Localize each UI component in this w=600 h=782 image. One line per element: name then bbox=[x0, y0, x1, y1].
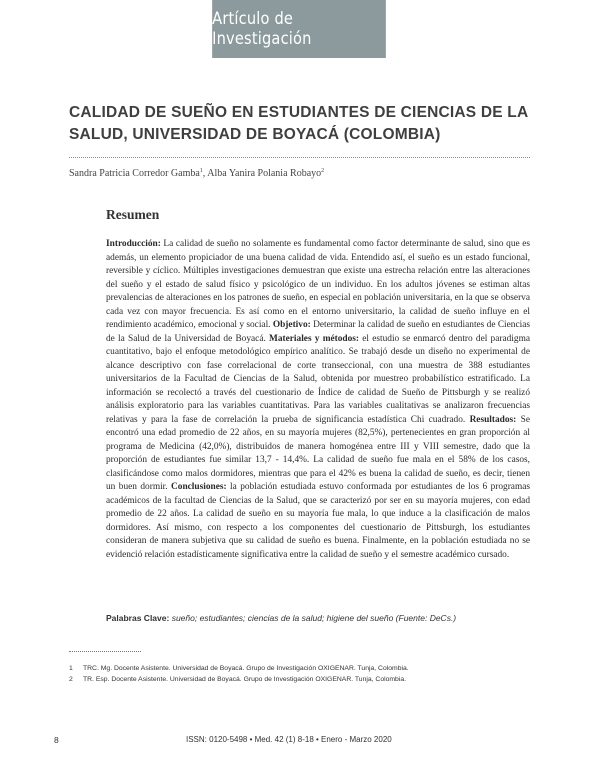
introduccion-label: Introducción: bbox=[106, 239, 161, 249]
keywords-text: sueño; estudiantes; ciencias de la salud; higiene del sueño (Fuente: DeCs.) bbox=[169, 613, 457, 623]
footnote-divider bbox=[69, 651, 141, 652]
footnote-text: TRC. Mg. Docente Asistente. Universidad de Boyacá. Grupo de Investigación OXIGENAR. Tunja, Colombia. bbox=[83, 665, 409, 672]
author-list bbox=[69, 168, 539, 179]
footnote-number: 2 bbox=[69, 676, 73, 683]
metodos-text: el estudio se enmarcó dentro del paradigma cuantitativo, bajo el enfoque metodológico empírico analítico. Se trabajó desde un diseño no experimental de alcance descriptivo con fase correlacional de corte transeccional, con una muestra de 388 estudiantes universitarios de la Facultad de Ciencias de la Salud, obtenida por muestreo probabilístico estratificado. La información se recolectó a través del cuestionario de Índice de calidad de Sueño de Pittsburgh y se realizó análisis exploratorio para las variables cuantitativas. Para las variables cualitativas se analizaron frecuencias relativas y para la fase de correlación la prueba de significancia estadística Chi cuadrado. bbox=[106, 333, 530, 425]
keywords-label: Palabras Clave: bbox=[106, 613, 170, 623]
keywords bbox=[106, 613, 536, 623]
resultados-text: Se encontró una edad promedio de 22 años, en su mayoría mujeres (82,5%), pertenecientes en gran proporción al programa de Medicina (42,0%), distribuidos de manera homogénea entre III y VIII semestre, dado que la proporción de estudiantes fue similar 13,7 - 14,4%. La calidad de sueño fue mala en el 58% de los casos, clasificándose como malos dormidores, mientras que para el 42% es buena la calidad de sueño, es decir, tienen un buen dormir. bbox=[106, 414, 530, 492]
issn-line: ISSN: 0120-5498 • Med. 42 (1) 8-18 • Enero - Marzo 2020 bbox=[186, 735, 392, 744]
footnote-number: 1 bbox=[69, 665, 73, 672]
footnote-text: TR. Esp. Docente Asistente. Universidad de Boyacá. Grupo de Investigación OXIGENAR. Tunja, Colombia. bbox=[83, 676, 407, 683]
author-name: Alba Yanira Polania Robayo bbox=[207, 168, 322, 179]
author-separator: , bbox=[202, 168, 208, 179]
page-number: 8 bbox=[54, 735, 59, 745]
article-title: CALIDAD DE SUEÑO EN ESTUDIANTES DE CIENCIAS DE LA SALUD, UNIVERSIDAD DE BOYACÁ (COLOMBIA) bbox=[69, 104, 528, 143]
metodos-label: Materiales y métodos: bbox=[269, 333, 360, 344]
section-label: Artículo de Investigación bbox=[212, 9, 312, 49]
title-divider bbox=[69, 157, 530, 158]
footnote bbox=[69, 663, 549, 674]
introduccion-text: La calidad de sueño no solamente es fundamental como factor determinante de salud, sino que es además, un elemento propiciador de una buena calidad de vida. Entendido así, el sueño es un estado funcional, reversible y cíclico. Múltiples investigaciones demuestran que existe una estrecha relación entre las alteraciones del sueño y el estado de salud físico y psicológico de un individuo. En los adultos jóvenes se estiman altas prevalencias de alteraciones en los patrones de sueño, en especial en población universitaria, en la que se observa cada vez con mayor frecuencia. Es así como en el entorno universitario, la calidad de sueño influye en el rendimiento académico, emocional y social. bbox=[106, 239, 530, 330]
conclusiones-text: la población estudiada estuvo conformada por estudiantes de los 6 programas académicos de la facultad de Ciencias de la Salud, que se caracterizó por ser en su mayoría mujeres, con edad promedio de 22 años. La calidad de sueño en su mayoría fue mala, lo que induce a la clasificación de malos dormidores. Así mismo, con respecto a los componentes del cuestionario de Pittsburgh, los estudiantes consideran de manera subjetiva que su calidad de sueño es buena. Finalmente, en la población estudiada no se evidenció relación estadísticamente significativa entre la calidad de sueño y el semestre académico cursado. bbox=[106, 482, 531, 560]
footnote bbox=[69, 674, 549, 685]
author-ref: 1 bbox=[199, 168, 203, 174]
objetivo-label: Objetivo: bbox=[272, 320, 311, 330]
objetivo-text: Determinar la calidad de sueño en estudiantes de Ciencias de la Salud de la Universidad de Boyacá. bbox=[106, 320, 530, 344]
section-banner bbox=[212, 0, 386, 58]
abstract-heading: Resumen bbox=[106, 207, 160, 222]
footnotes bbox=[69, 663, 549, 685]
author-ref: 2 bbox=[321, 168, 325, 174]
abstract-body bbox=[106, 238, 530, 562]
author-name: Sandra Patricia Corredor Gamba bbox=[69, 168, 200, 179]
resultados-label: Resultados: bbox=[469, 414, 517, 425]
conclusiones-label: Conclusiones: bbox=[171, 482, 227, 492]
